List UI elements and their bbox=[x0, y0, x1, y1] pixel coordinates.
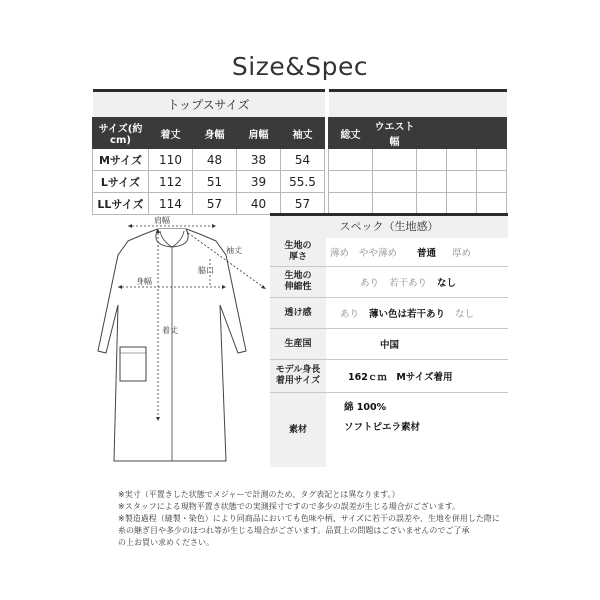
spec-label: 素材 bbox=[270, 393, 326, 467]
col-header: 肩幅 bbox=[237, 118, 281, 149]
size-table-header bbox=[93, 118, 507, 149]
spec-row-material bbox=[270, 393, 508, 467]
note-line: ※スタッフによる現物平置き状態での実測採寸ですので多少の誤差が生じる場合がございます。 bbox=[118, 502, 461, 511]
sleeve-label: 袖丈 bbox=[226, 246, 242, 255]
spec-row-transparency bbox=[270, 298, 508, 329]
note-line: ※製造過程（縫製・染色）により同商品においても色味や柄、サイズに若干の誤差や、生地を併用した際に bbox=[118, 514, 500, 523]
notes bbox=[118, 489, 518, 549]
col-header: 袖丈 bbox=[281, 118, 325, 149]
table-cell: 57 bbox=[281, 193, 325, 215]
spec-label: 生地の 伸縮性 bbox=[270, 267, 326, 297]
col-header: 総丈 bbox=[329, 118, 373, 149]
spec-option-selected: 162ｃｍ Mサイズ着用 bbox=[348, 372, 453, 383]
note-line: ※実寸（平置きした状態でメジャーで計測のため、タグ表記とは異なります。） bbox=[118, 490, 400, 499]
spec-option: 厚め bbox=[452, 248, 472, 259]
col-header: 着丈 bbox=[149, 118, 193, 149]
spec-option: 若干あり bbox=[389, 278, 428, 289]
size-label: LLサイズ bbox=[93, 193, 149, 215]
spec-option: あり bbox=[360, 278, 380, 289]
table-cell: 51 bbox=[193, 171, 237, 193]
col-header: ウエスト幅 bbox=[373, 118, 417, 149]
spec-row-thickness bbox=[270, 238, 508, 267]
material-line: 綿 100% bbox=[344, 402, 387, 413]
table-row bbox=[93, 149, 507, 171]
size-label: Mサイズ bbox=[93, 149, 149, 171]
table-cell: 112 bbox=[149, 171, 193, 193]
table-cell: 55.5 bbox=[281, 171, 325, 193]
shoulder-label: 肩幅 bbox=[154, 216, 170, 225]
spec-label: モデル身長 着用サイズ bbox=[270, 360, 326, 392]
spec-row-stretch bbox=[270, 267, 508, 298]
size-table bbox=[92, 89, 507, 215]
armpit-label: 脇口 bbox=[198, 266, 214, 275]
table-row bbox=[93, 171, 507, 193]
spec-option: やや薄め bbox=[359, 248, 398, 259]
pocket bbox=[120, 347, 146, 381]
note-line: の上お買い求めください。 bbox=[118, 538, 214, 547]
col-header: 身幅 bbox=[193, 118, 237, 149]
size-label: Lサイズ bbox=[93, 171, 149, 193]
spec-table bbox=[270, 213, 508, 469]
table-cell: 40 bbox=[237, 193, 281, 215]
table-row bbox=[93, 193, 507, 215]
spec-option: 薄め bbox=[330, 248, 350, 259]
table-cell: 110 bbox=[149, 149, 193, 171]
page-title: Size&Spec bbox=[231, 52, 369, 81]
spec-label: 生地の 厚さ bbox=[270, 238, 326, 266]
table-cell: 38 bbox=[237, 149, 281, 171]
collar bbox=[156, 229, 188, 247]
table-cell: 114 bbox=[149, 193, 193, 215]
material-line: ソフトピエラ素材 bbox=[344, 422, 421, 433]
table-cell: 48 bbox=[193, 149, 237, 171]
col-header: サイズ(約cm) bbox=[93, 118, 149, 149]
note-line: 糸の継ぎ目や多少のほつれ等が生じる場合がございます。品質上の問題はございませんのでご了承 bbox=[118, 526, 470, 535]
spec-option-selected: 中国 bbox=[380, 340, 400, 351]
body-width-label: 身幅 bbox=[136, 277, 152, 286]
length-label: 着丈 bbox=[162, 326, 178, 335]
spec-row-model bbox=[270, 360, 508, 393]
spec-label: 透け感 bbox=[270, 298, 326, 328]
spec-title: スペック（生地感） bbox=[270, 216, 508, 238]
spec-option: なし bbox=[455, 309, 475, 320]
size-table-group-label: トップスサイズ bbox=[93, 91, 325, 118]
spec-option-selected: 普通 bbox=[417, 248, 437, 259]
spec-label: 生産国 bbox=[270, 329, 326, 359]
table-cell: 54 bbox=[281, 149, 325, 171]
spec-option: あり bbox=[340, 309, 360, 320]
table-cell: 39 bbox=[237, 171, 281, 193]
spec-option-selected: 薄い色は若干あり bbox=[369, 309, 446, 320]
spec-option-selected: なし bbox=[437, 278, 457, 289]
table-cell: 57 bbox=[193, 193, 237, 215]
spec-row-country bbox=[270, 329, 508, 360]
garment-diagram bbox=[88, 215, 268, 475]
